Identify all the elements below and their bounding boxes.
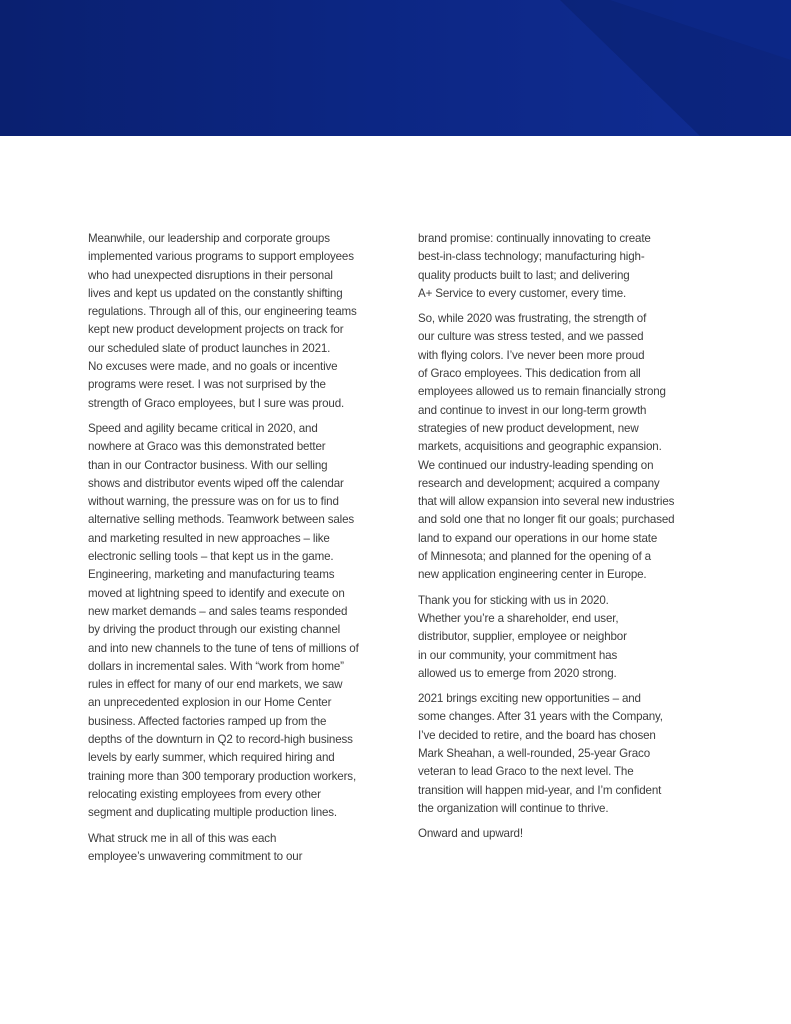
- paragraph-line: of Minnesota; and planned for the opening of a: [418, 550, 651, 564]
- letter-paragraph: [418, 230, 708, 303]
- paragraph-line: new market demands – and sales teams responded: [88, 604, 348, 618]
- letter-left-column: [88, 230, 378, 873]
- paragraph-line: land to expand our operations in our home state: [418, 531, 658, 545]
- letter-right-column: [418, 230, 708, 851]
- paragraph-line: Thank you for sticking with us in 2020.: [418, 593, 609, 607]
- header-banner: [0, 0, 791, 136]
- paragraph-line: I’ve decided to retire, and the board has chosen: [418, 728, 656, 742]
- paragraph-line: quality products built to last; and delivering: [418, 268, 630, 282]
- paragraph-line: No excuses were made, and no goals or incentive: [88, 360, 338, 374]
- paragraph-line: segment and duplicating multiple production lines.: [88, 806, 338, 820]
- letter-paragraph: [418, 825, 708, 843]
- paragraph-line: business. Affected factories ramped up from the: [88, 714, 327, 728]
- letter-paragraph: [418, 310, 708, 584]
- banner-decoration: [0, 0, 791, 136]
- paragraph-line: alternative selling methods. Teamwork between sales: [88, 513, 355, 527]
- paragraph-line: moved at lightning speed to identify and execute on: [88, 586, 345, 600]
- paragraph-line: Meanwhile, our leadership and corporate groups: [88, 232, 330, 245]
- paragraph-line: and continue to invest in our long-term growth: [418, 403, 647, 417]
- paragraph-line: in our community, your commitment has: [418, 648, 618, 662]
- paragraph-line: Engineering, marketing and manufacturing teams: [88, 568, 335, 582]
- paragraph-line: lives and kept us updated on the constantly shifting: [88, 286, 343, 300]
- paragraph-line: 2021 brings exciting new opportunities – and: [418, 692, 641, 706]
- letter-paragraph: [418, 690, 708, 818]
- paragraph-line: regulations. Through all of this, our engineering teams: [88, 305, 357, 319]
- paragraph-line: Whether you’re a shareholder, end user,: [418, 611, 619, 625]
- paragraph-line: an unprecedented explosion in our Home Center: [88, 696, 332, 710]
- paragraph-line: research and development; acquired a company: [418, 476, 660, 490]
- paragraph-line: Mark Sheahan, a well-rounded, 25-year Graco: [418, 747, 650, 761]
- paragraph-line: of Graco employees. This dedication from all: [418, 367, 641, 381]
- paragraph-line: What struck me in all of this was each: [88, 831, 277, 845]
- letter-paragraph: [88, 420, 378, 823]
- paragraph-line: programs were reset. I was not surprised by the: [88, 378, 326, 392]
- paragraph-line: We continued our industry-leading spending on: [418, 458, 654, 472]
- paragraph-line: strategies of new product development, new: [418, 421, 639, 435]
- paragraph-line: electronic selling tools – that kept us in the game.: [88, 550, 334, 564]
- paragraph-line: best-in-class technology; manufacturing high-: [418, 250, 645, 264]
- paragraph-line: kept new product development projects on track for: [88, 323, 344, 337]
- letter-paragraph: [88, 830, 378, 867]
- paragraph-line: depths of the downturn in Q2 to record-high business: [88, 733, 353, 747]
- paragraph-line: relocating existing employees from every other: [88, 787, 321, 801]
- paragraph-line: Onward and upward!: [418, 827, 523, 841]
- paragraph-line: strength of Graco employees, but I sure was proud.: [88, 396, 345, 410]
- paragraph-line: So, while 2020 was frustrating, the strength of: [418, 312, 647, 326]
- letter-paragraph: [418, 592, 708, 683]
- letter-paragraph: [88, 230, 378, 413]
- paragraph-line: some changes. After 31 years with the Company,: [418, 710, 663, 724]
- paragraph-line: transition will happen mid-year, and I’m confident: [418, 783, 662, 797]
- paragraph-line: our culture was stress tested, and we passed: [418, 330, 644, 344]
- paragraph-line: the organization will continue to thrive.: [418, 801, 609, 815]
- paragraph-line: that will allow expansion into several new industries: [418, 495, 675, 509]
- paragraph-line: employees allowed us to remain financially strong: [418, 385, 666, 399]
- paragraph-line: Speed and agility became critical in 2020, and: [88, 421, 318, 435]
- paragraph-line: A+ Service to every customer, every time.: [418, 286, 627, 300]
- paragraph-line: shows and distributor events wiped off the calendar: [88, 476, 344, 490]
- paragraph-line: distributor, supplier, employee or neighbor: [418, 630, 627, 644]
- paragraph-line: than in our Contractor business. With our selling: [88, 458, 328, 472]
- paragraph-line: and into new channels to the tune of tens of millions of: [88, 641, 359, 655]
- paragraph-line: and marketing resulted in new approaches – like: [88, 531, 330, 545]
- paragraph-line: nowhere at Graco was this demonstrated better: [88, 440, 326, 454]
- paragraph-line: without warning, the pressure was on for us to find: [88, 495, 339, 509]
- paragraph-line: veteran to lead Graco to the next level. The: [418, 765, 634, 779]
- paragraph-line: levels by early summer, which required hiring and: [88, 751, 335, 765]
- paragraph-line: markets, acquisitions and geographic expansion.: [418, 440, 662, 454]
- paragraph-line: new application engineering center in Europe.: [418, 568, 647, 582]
- paragraph-line: who had unexpected disruptions in their personal: [88, 268, 333, 282]
- paragraph-line: our scheduled slate of product launches in 2021.: [88, 341, 331, 355]
- paragraph-line: implemented various programs to support employees: [88, 250, 354, 264]
- paragraph-line: and sold one that no longer fit our goals; purchased: [418, 513, 675, 527]
- paragraph-line: brand promise: continually innovating to create: [418, 232, 651, 245]
- paragraph-line: with flying colors. I’ve never been more proud: [418, 348, 645, 362]
- paragraph-line: rules in effect for many of our end markets, we saw: [88, 678, 343, 692]
- paragraph-line: training more than 300 temporary production workers,: [88, 769, 357, 783]
- paragraph-line: by driving the product through our existing channel: [88, 623, 341, 637]
- paragraph-line: employee’s unwavering commitment to our: [88, 849, 303, 863]
- paragraph-line: dollars in incremental sales. With “work from home”: [88, 659, 344, 673]
- paragraph-line: allowed us to emerge from 2020 strong.: [418, 666, 617, 680]
